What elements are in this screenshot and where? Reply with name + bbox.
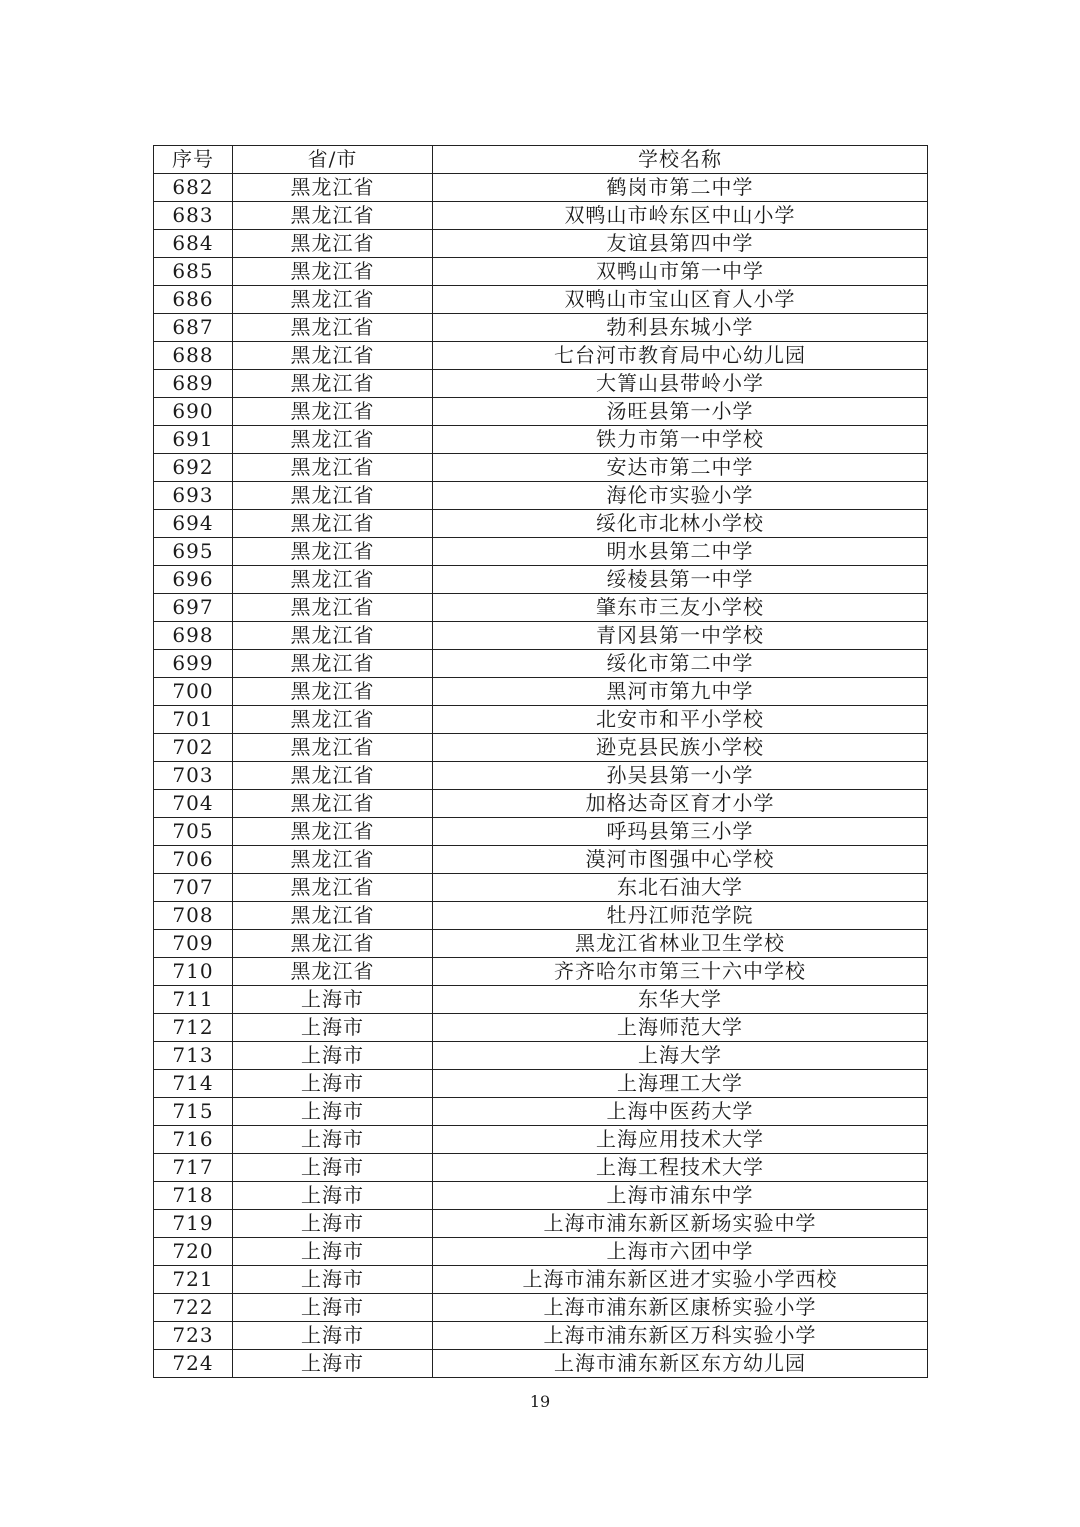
- table-row: [154, 1294, 928, 1322]
- cell-index: 704: [154, 790, 233, 818]
- cell-index: 686: [154, 286, 233, 314]
- cell-school-name: 肇东市三友小学校: [433, 594, 928, 622]
- cell-index: 709: [154, 930, 233, 958]
- cell-school-name: 双鸭山市岭东区中山小学: [433, 202, 928, 230]
- table-row: [154, 314, 928, 342]
- cell-province: 黑龙江省: [233, 398, 433, 426]
- cell-school-name: 逊克县民族小学校: [433, 734, 928, 762]
- cell-school-name: 海伦市实验小学: [433, 482, 928, 510]
- cell-school-name: 勃利县东城小学: [433, 314, 928, 342]
- cell-province: 上海市: [233, 1042, 433, 1070]
- cell-index: 697: [154, 594, 233, 622]
- table-row: [154, 846, 928, 874]
- cell-school-name: 东华大学: [433, 986, 928, 1014]
- cell-index: 699: [154, 650, 233, 678]
- cell-school-name: 安达市第二中学: [433, 454, 928, 482]
- cell-index: 723: [154, 1322, 233, 1350]
- cell-index: 689: [154, 370, 233, 398]
- cell-province: 黑龙江省: [233, 482, 433, 510]
- cell-province: 黑龙江省: [233, 706, 433, 734]
- cell-province: 黑龙江省: [233, 342, 433, 370]
- header-school-name: 学校名称: [433, 146, 928, 174]
- cell-school-name: 上海市浦东新区进才实验小学西校: [433, 1266, 928, 1294]
- table-row: [154, 650, 928, 678]
- cell-school-name: 牡丹江师范学院: [433, 902, 928, 930]
- table-row: [154, 258, 928, 286]
- cell-school-name: 孙吴县第一小学: [433, 762, 928, 790]
- cell-province: 黑龙江省: [233, 678, 433, 706]
- table-row: [154, 1126, 928, 1154]
- cell-index: 717: [154, 1154, 233, 1182]
- cell-province: 黑龙江省: [233, 930, 433, 958]
- table-row: [154, 594, 928, 622]
- cell-province: 黑龙江省: [233, 202, 433, 230]
- cell-school-name: 绥化市北林小学校: [433, 510, 928, 538]
- cell-index: 705: [154, 818, 233, 846]
- cell-index: 703: [154, 762, 233, 790]
- cell-index: 684: [154, 230, 233, 258]
- table-row: [154, 230, 928, 258]
- cell-school-name: 上海市浦东新区康桥实验小学: [433, 1294, 928, 1322]
- cell-index: 683: [154, 202, 233, 230]
- cell-index: 692: [154, 454, 233, 482]
- table-row: [154, 1350, 928, 1378]
- cell-index: 690: [154, 398, 233, 426]
- table-row: [154, 1238, 928, 1266]
- cell-index: 698: [154, 622, 233, 650]
- cell-school-name: 上海师范大学: [433, 1014, 928, 1042]
- cell-province: 上海市: [233, 1098, 433, 1126]
- cell-index: 702: [154, 734, 233, 762]
- cell-school-name: 呼玛县第三小学: [433, 818, 928, 846]
- cell-province: 上海市: [233, 1210, 433, 1238]
- cell-school-name: 北安市和平小学校: [433, 706, 928, 734]
- cell-province: 上海市: [233, 1322, 433, 1350]
- cell-province: 黑龙江省: [233, 510, 433, 538]
- cell-province: 上海市: [233, 1014, 433, 1042]
- cell-school-name: 汤旺县第一小学: [433, 398, 928, 426]
- cell-province: 上海市: [233, 1126, 433, 1154]
- cell-province: 上海市: [233, 986, 433, 1014]
- cell-province: 黑龙江省: [233, 594, 433, 622]
- table-row: [154, 1266, 928, 1294]
- table-row: [154, 762, 928, 790]
- cell-school-name: 上海工程技术大学: [433, 1154, 928, 1182]
- cell-province: 黑龙江省: [233, 958, 433, 986]
- cell-index: 700: [154, 678, 233, 706]
- cell-index: 707: [154, 874, 233, 902]
- cell-index: 706: [154, 846, 233, 874]
- cell-school-name: 双鸭山市宝山区育人小学: [433, 286, 928, 314]
- cell-province: 黑龙江省: [233, 258, 433, 286]
- cell-index: 701: [154, 706, 233, 734]
- cell-index: 682: [154, 174, 233, 202]
- table-row: [154, 1042, 928, 1070]
- cell-school-name: 双鸭山市第一中学: [433, 258, 928, 286]
- table-row: [154, 706, 928, 734]
- table-row: [154, 1070, 928, 1098]
- cell-province: 黑龙江省: [233, 650, 433, 678]
- cell-index: 695: [154, 538, 233, 566]
- table-row: [154, 286, 928, 314]
- table-row: [154, 734, 928, 762]
- school-list-table: [153, 145, 928, 1378]
- cell-school-name: 上海市浦东中学: [433, 1182, 928, 1210]
- cell-school-name: 上海理工大学: [433, 1070, 928, 1098]
- table-row: [154, 482, 928, 510]
- cell-school-name: 绥棱县第一中学: [433, 566, 928, 594]
- table-row: [154, 454, 928, 482]
- cell-index: 711: [154, 986, 233, 1014]
- cell-school-name: 漠河市图强中心学校: [433, 846, 928, 874]
- cell-index: 694: [154, 510, 233, 538]
- cell-province: 黑龙江省: [233, 174, 433, 202]
- table-row: [154, 1210, 928, 1238]
- cell-school-name: 上海市浦东新区新场实验中学: [433, 1210, 928, 1238]
- cell-index: 691: [154, 426, 233, 454]
- cell-index: 693: [154, 482, 233, 510]
- table-row: [154, 874, 928, 902]
- cell-school-name: 上海市浦东新区万科实验小学: [433, 1322, 928, 1350]
- cell-index: 719: [154, 1210, 233, 1238]
- table-row: [154, 986, 928, 1014]
- cell-school-name: 明水县第二中学: [433, 538, 928, 566]
- cell-school-name: 上海中医药大学: [433, 1098, 928, 1126]
- cell-index: 713: [154, 1042, 233, 1070]
- table-row: [154, 398, 928, 426]
- cell-province: 黑龙江省: [233, 454, 433, 482]
- table-row: [154, 426, 928, 454]
- cell-province: 黑龙江省: [233, 902, 433, 930]
- cell-index: 712: [154, 1014, 233, 1042]
- table-row: [154, 930, 928, 958]
- cell-school-name: 上海应用技术大学: [433, 1126, 928, 1154]
- cell-school-name: 齐齐哈尔市第三十六中学校: [433, 958, 928, 986]
- cell-province: 上海市: [233, 1182, 433, 1210]
- cell-province: 上海市: [233, 1154, 433, 1182]
- cell-school-name: 上海市浦东新区东方幼儿园: [433, 1350, 928, 1378]
- cell-school-name: 东北石油大学: [433, 874, 928, 902]
- table-row: [154, 1322, 928, 1350]
- cell-school-name: 七台河市教育局中心幼儿园: [433, 342, 928, 370]
- cell-province: 黑龙江省: [233, 622, 433, 650]
- cell-school-name: 上海市六团中学: [433, 1238, 928, 1266]
- cell-index: 718: [154, 1182, 233, 1210]
- cell-province: 上海市: [233, 1350, 433, 1378]
- cell-school-name: 黑河市第九中学: [433, 678, 928, 706]
- table-row: [154, 1154, 928, 1182]
- table-row: [154, 510, 928, 538]
- cell-index: 715: [154, 1098, 233, 1126]
- cell-province: 黑龙江省: [233, 314, 433, 342]
- table-row: [154, 174, 928, 202]
- cell-index: 722: [154, 1294, 233, 1322]
- table-row: [154, 370, 928, 398]
- cell-school-name: 鹤岗市第二中学: [433, 174, 928, 202]
- cell-province: 黑龙江省: [233, 370, 433, 398]
- header-index: 序号: [154, 146, 233, 174]
- cell-province: 黑龙江省: [233, 762, 433, 790]
- table-row: [154, 1098, 928, 1126]
- cell-index: 716: [154, 1126, 233, 1154]
- table-row: [154, 1014, 928, 1042]
- cell-school-name: 上海大学: [433, 1042, 928, 1070]
- cell-index: 696: [154, 566, 233, 594]
- table-row: [154, 566, 928, 594]
- table-row: [154, 622, 928, 650]
- cell-school-name: 友谊县第四中学: [433, 230, 928, 258]
- cell-index: 710: [154, 958, 233, 986]
- cell-index: 708: [154, 902, 233, 930]
- cell-province: 黑龙江省: [233, 566, 433, 594]
- cell-index: 724: [154, 1350, 233, 1378]
- cell-province: 黑龙江省: [233, 790, 433, 818]
- cell-province: 黑龙江省: [233, 846, 433, 874]
- cell-school-name: 大箐山县带岭小学: [433, 370, 928, 398]
- cell-province: 黑龙江省: [233, 426, 433, 454]
- cell-province: 黑龙江省: [233, 734, 433, 762]
- table-row: [154, 958, 928, 986]
- cell-school-name: 黑龙江省林业卫生学校: [433, 930, 928, 958]
- cell-province: 上海市: [233, 1294, 433, 1322]
- cell-province: 黑龙江省: [233, 286, 433, 314]
- table-row: [154, 1182, 928, 1210]
- table-row: [154, 678, 928, 706]
- cell-province: 黑龙江省: [233, 538, 433, 566]
- page-number: 19: [529, 1392, 551, 1411]
- cell-index: 685: [154, 258, 233, 286]
- cell-province: 黑龙江省: [233, 818, 433, 846]
- cell-index: 687: [154, 314, 233, 342]
- cell-province: 上海市: [233, 1238, 433, 1266]
- cell-province: 上海市: [233, 1266, 433, 1294]
- cell-school-name: 青冈县第一中学校: [433, 622, 928, 650]
- table-row: [154, 790, 928, 818]
- cell-index: 721: [154, 1266, 233, 1294]
- cell-province: 上海市: [233, 1070, 433, 1098]
- table-row: [154, 202, 928, 230]
- table-row: [154, 538, 928, 566]
- cell-school-name: 加格达奇区育才小学: [433, 790, 928, 818]
- cell-index: 688: [154, 342, 233, 370]
- cell-province: 黑龙江省: [233, 230, 433, 258]
- cell-school-name: 绥化市第二中学: [433, 650, 928, 678]
- table-header-row: [154, 146, 928, 174]
- table-row: [154, 818, 928, 846]
- cell-index: 714: [154, 1070, 233, 1098]
- table-row: [154, 902, 928, 930]
- cell-index: 720: [154, 1238, 233, 1266]
- cell-province: 黑龙江省: [233, 874, 433, 902]
- cell-school-name: 铁力市第一中学校: [433, 426, 928, 454]
- table-row: [154, 342, 928, 370]
- header-province: 省/市: [233, 146, 433, 174]
